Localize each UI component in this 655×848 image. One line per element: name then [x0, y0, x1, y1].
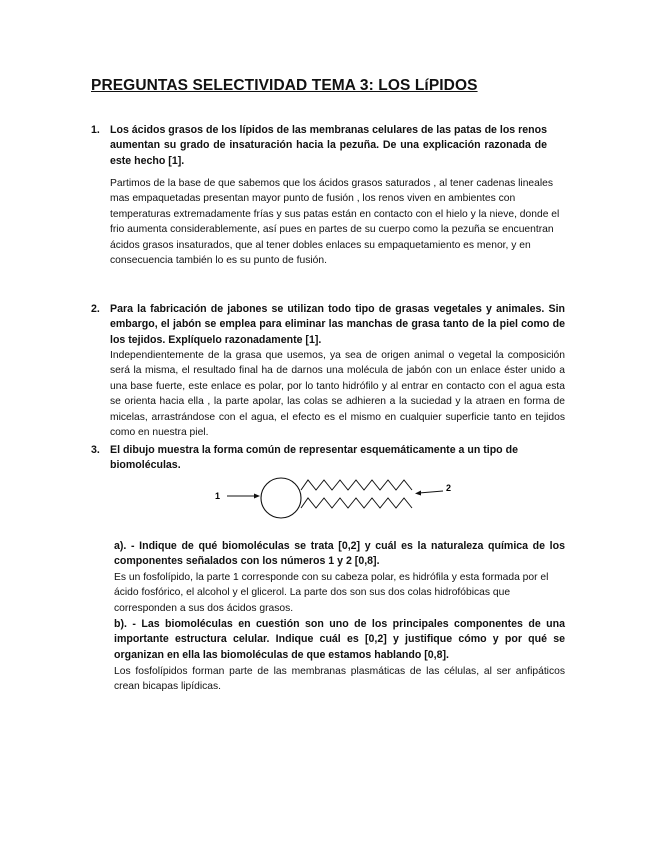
label-1-arrowhead [254, 494, 260, 499]
diagram-label-1: 1 [215, 491, 221, 501]
question-3b-answer: Los fosfolípidos forman parte de las membranas plasmáticas de las células, al ser anfipáticos crean bicapas lipídicas. [114, 666, 565, 693]
question-2-text: Para la fabricación de jabones se utilizan todo tipo de grasas vegetales y animales. Sin embargo, el jabón se emplea para eliminar las manchas de grasa tanto de la piel como de los tejidos. Explíquelo razonadamente [1]. [110, 303, 565, 346]
question-2-answer: Independientemente de la grasa que usemos, ya sea de origen animal o vegetal la composición será la misma, el resultado final ha de darnos una molécula de jabón con un enlace éster unido a una base fuerte, este enlace es polar, por lo tanto hidrófilo y al entrar en contacto con el agua esta se orienta hacia ella , la parte apolar, las colas se adhieren a la suciedad y la atraen en forma de micelas, arrastrándose con el agua, el efecto es el mismo en cualquier superficie tanto en tejidos como en nuestra piel. [110, 350, 565, 439]
question-1-number: 1. [91, 124, 100, 136]
page-title: PREGUNTAS SELECTIVIDAD TEMA 3: LOS LíPIDOS [91, 77, 478, 94]
question-3-number: 3. [91, 444, 100, 456]
question-3-text: El dibujo muestra la forma común de representar esquemáticamente a un tipo de biomoléculas. [110, 444, 518, 472]
diagram-label-2: 2 [446, 483, 452, 493]
fatty-acid-tail-lower [301, 498, 412, 508]
label-2-arrowhead [415, 491, 421, 496]
fatty-acid-tail-upper [301, 480, 412, 490]
label-2-arrow-line [419, 491, 443, 493]
question-3a-answer: Es un fosfolípido, la parte 1 corresponde con su cabeza polar, es hidrófila y esta formada por el ácido fosfórico, el alcohol y el glicerol. La parte dos son sus dos colas hidrofóbicas que corresponden a sus dos ácidos grasos. [114, 572, 549, 614]
question-2-number: 2. [91, 303, 100, 315]
question-3a-text: a). - Indique de qué biomoléculas se trata [0,2] y cuál es la naturaleza química de los componentes señalados con los números 1 y 2 [0,8]. [114, 540, 565, 568]
question-1-answer: Partimos de la base de que sabemos que los ácidos grasos saturados , al tener cadenas lineales mas empaquetadas presentan mayor punto de fusión , los renos viven en ambientes con temperaturas extremadamente frías y sus patas están en contacto con el hielo y la nieve, donde el frio aumenta considerablemente, así pues en partes de su cuerpo como la pezuña se encuentran ácidos grasos insaturados, que al tener dobles enlaces su empaquetamiento es menor, y en consecuencia también lo es su punto de fusión. [110, 178, 560, 267]
question-3b-text: b). - Las biomoléculas en cuestión son uno de los principales componentes de una importante estructura celular. Indique cuál es [0,2] y justifique cómo y por qué se organizan en ella las biomoléculas de que estamos hablando [0,8]. [114, 618, 565, 661]
phospholipid-diagram [205, 472, 465, 532]
polar-head-circle [261, 478, 301, 518]
question-1-text: Los ácidos grasos de los lípidos de las membranas celulares de las patas de los renos aumentan su grado de insaturación hacia la pezuña. De una explicación razonada de este hecho [1]. [110, 124, 547, 167]
